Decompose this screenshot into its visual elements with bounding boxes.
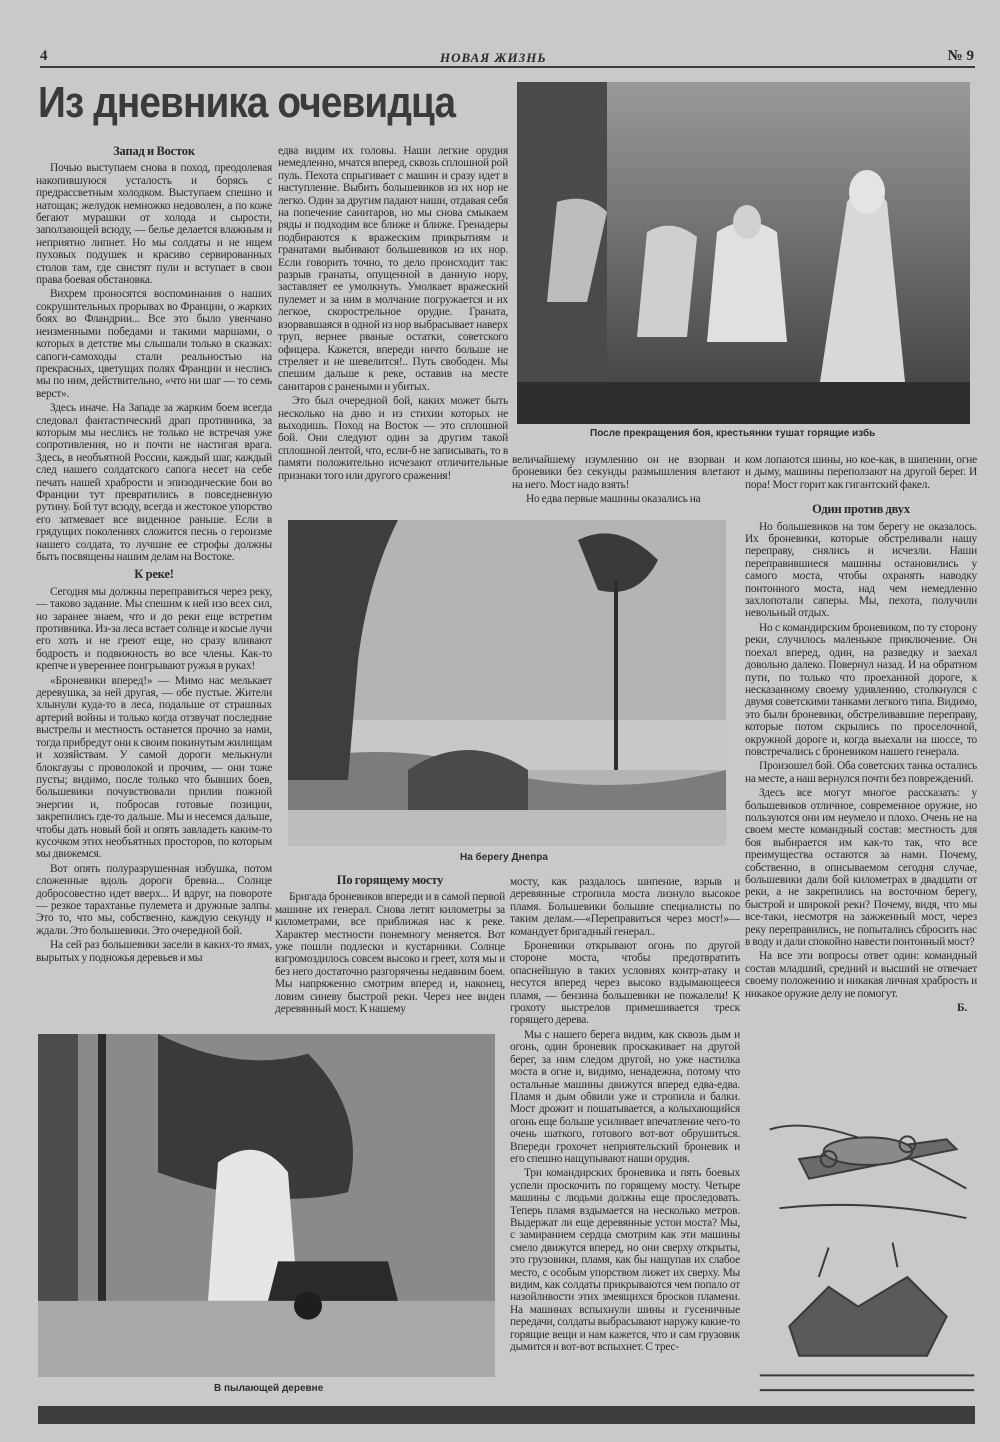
- photo-peasant-women: [517, 82, 970, 424]
- page-number: 4: [40, 48, 48, 64]
- column-3-top: [512, 454, 740, 508]
- issue-number: № 9: [947, 48, 974, 64]
- author-signature: Б.: [957, 1002, 967, 1015]
- header-rule: [40, 66, 975, 68]
- section-heading: К реке!: [134, 567, 174, 582]
- paragraph: ком лопаются шины, но кое-как, в шипении, огне и дыму, машины переползают на другой берег. И пора! Мост горит как гигантский факел.: [745, 454, 977, 491]
- paragraph: Броневики открывают огонь по другой стороне моста, чтобы предотвратить опаснейшую в таких условиях контр-атаку и несутся вперед через высоко вздымающееся пламя, — бензина большевики не пожалели! К грохоту выстрелов примешивается треск горящего дерева.: [510, 940, 740, 1027]
- section-heading: Один против двух: [812, 502, 910, 517]
- paragraph: Почью выступаем снова в поход, преодолевая накопившуюся усталость и борясь с предрассветным холодком. Выступаем спешно и натощак; желудок немножко недоволен, а по коже бегают мурашки от холода и сырости, заползающей всюду, — белье делается влажным и неприятно липнет. Но мы солдаты и не ищем пуховых подушек и красиво сервированных столов там, где свистят пули и вступает в свои права боевая обстановка.: [36, 162, 272, 287]
- photo-burning-village: [38, 1034, 495, 1377]
- paragraph: Бригада броневиков впереди и в самой первой машине их генерал. Снова летят километры за километрами, все приближая нас к реке. Характер местности понемногу меняется. Вот уже пошли подлески и кустарники. Солнце взгромоздилось совсем высоко и греет, хотя мы и без него достаточно разгорячены недавним боем. Мы напряженно смотрим вперед и, наконец, ловим синеву быстрой реки. Через нее виден деревянный мост. К нашему: [275, 891, 505, 1016]
- paragraph: Мы с нашего берега видим, как сквозь дым и огонь, один броневик проскакивает на другой берег, за ним следом другой, но уже настилка моста в огне и, видимо, ненадежна, потому что остальные машины движутся вперед едва-едва. Пламя и дым обвили уже и стропила и балки. Мост дрожит и пошатывается, а колыхающийся огонь еще больше усиливает впечатление чего-то очень шаткого, готового вот-вот обрушиться. Впереди грохочет неприятельский броневик и его спешно нащупывают наши орудия.: [510, 1028, 740, 1165]
- column-3: [510, 876, 740, 1355]
- photo-caption: В пылающей деревне: [214, 1383, 324, 1394]
- paragraph: На сей раз большевики засели в каких-то ямах, вырытых у подножья деревьев и мы: [36, 939, 272, 964]
- newspaper-name: НОВАЯ ЖИЗНЬ: [440, 50, 547, 65]
- illustration-airplane: [758, 1100, 976, 1400]
- column-4: [745, 454, 977, 1014]
- paragraph: Произошел бой. Оба советских танка остались на месте, а наш вернулся почти без повреждений.: [745, 760, 977, 785]
- photo-caption: На берегу Днепра: [460, 852, 548, 863]
- photo-caption: После прекращения боя, крестьянки тушат горящие избь: [590, 428, 876, 439]
- column-1: [36, 143, 272, 966]
- paragraph: Здесь иначе. На Западе за жарким боем всегда следовал фантастический драп противника, за которым мы неслись не только не встречая уже сопротивления, но и почти не настигая врага. Здесь, в необъятной России, каждый шаг, каждый след нашего солдатского сапога несет на себе печать нашей храбрости и эпизодические бои во Франции тут превратились в повседневную рутину. Бой тут всюду, всегда и жестокое упорство его затмевает все виденное раньше. Если в грядущих поколениях сложится песнь о героизме нашего солдата, то лучшие ее строфы должны быть посвящены нашим делам на Востоке.: [36, 402, 272, 563]
- section-heading: По горящему мосту: [336, 873, 444, 887]
- paragraph: Но едва первые машины оказались на: [526, 493, 701, 506]
- paragraph: «Броневики вперед!» — Мимо нас мелькает деревушка, за ней другая, — обе пустые. Жители хлынули куда-то в леса, подальше от страшных артерий войны и только когда отзвучат последние выстрелы и местность останется прочно за нами, тогда прибредут они к своим покинутым жилищам и хозяйствам. У самой дороги мелькнули блокгаузы с проволокой и прочим, — они тоже пусты; видимо, после только что бывших боев, большевики почувствовали прилив пожной энергии и, побросав готовые позиции, закрепились где-то дальше. Мы и несемся дальше, чтобы дать новый бой и опять завладеть каким-то кусочком этих необъятных просторов, по которым мы движемся.: [36, 674, 272, 861]
- paragraph: Вот опять полуразрушенная избушка, потом сложенные вдоль дороги бревна... Солнце добросовестно идет вверх... И вдруг, на повороте — резкое тарахтанье пулемета и дружные залпы. Это то, что мы, собственно, каждую секунду и ждали. Это большевики. Это очередной бой.: [36, 862, 272, 937]
- section-heading: Запад и Восток: [113, 144, 195, 158]
- paragraph: едва видим их головы. Наши легкие орудия немедленно, мчатся вперед, сквозь сплошной рой пуль. Пехота спрыгивает с машин и сразу идет в наступление. Выбить большевиков из их нор не легко. Один за другим падают наши, отдавая себя на попечение санитаров, но мы снова смыкаем ряды и подходим все ближе и ближе. Гренадеры подбираются к вражеским прикрытиям и гранатами выбивают большевиков из их нор. Если говорить точно, то дело происходит так: разрыв гранаты, опущенной в данную нору, заставляет ее умолкнуть. Умолкает вражеский пулемет и за ним в молчание погружается и их легкое, скорострельное орудие. Граната, взорвавшаяся в одной из нор выбрасывает наверх труп, вернее рваные остатки, советского офицера. Кажется, впереди ничто больше не стреляет и не шевелится!.. Путь свободен. Мы спешим дальше к реке, оставив на месте санитаров с ранеными и убитых.: [278, 145, 508, 393]
- paragraph: Вихрем проносятся воспоминания о наших сокрушительных прорывах во Франции, о жарких боях во Фландрии... Все это было увенчано неизменными победами и такими маршами, о которых в детстве мы слышали только в сказках: сапоги-самоходы стали реальностью на прекрасных, цветущих полях Франции и неслись мы по ним, действительно, «что ни шаг — то семь верст».: [36, 288, 272, 400]
- paragraph: мосту, как раздалось шипение, взрыв и деревянные стропила моста лизнуло высокое пламя. Большевики большие специалисты по таким делам.—«Переправиться через мост!»— командует бригадный генерал..: [510, 876, 740, 938]
- column-2-bottom: [275, 872, 505, 1017]
- paragraph: Но большевиков на том берегу не оказалось. Их броневики, которые обстреливали нашу переправу, снялись и исчезли. Наши переправившиеся машины остановились у самого моста, чтобы охранять наводку понтонного моста, над чем немедленно захлопотали саперы. Мы, пехота, получили невольный отдых.: [745, 520, 977, 620]
- paragraph: Сегодня мы должны переправиться через реку, — таково задание. Мы спешим к ней изо всех сил, но заранее знаем, что и до реки еще встретим противника. Из-за леса встает солнце и косые лучи его хоть и не греют еще, но сразу вливают бодрость и подвижность во все члены. Как-то крепче и увереннее поигрывают ружья в руках!: [36, 585, 272, 673]
- paragraph: величайшему изумлению он не взорван и броневики без секунды размышления влетают на него. Мост надо взять!: [512, 454, 740, 491]
- bottom-border: [38, 1406, 975, 1424]
- photo-dnieper-bank: [288, 520, 726, 846]
- paragraph: Но с командирским броневиком, по ту сторону реки, случилось маленькое приключение. Он поехал вперед, один, на разведку и заехал довольно далеко. Повернул назад. И на обратном пути, по только что проеханной дороге, к несказанному своему удивлению, столкнулся с двумя советскими танками легкого типа. Видимо, это были броневики, обстреливавшие переправу, которые потом скрылись по проселочной, окружной дороге и, когда выехали на шоссе, то повстречались с броневиком нашего генерала.: [745, 621, 977, 758]
- paragraph: Здесь все могут многое рассказать: у большевиков отличное, современное оружие, но пользуются они им неумело и плохо. Очень не на своем месте командный состав: местность для боя выбирается им как-то так, что все преимущества остаются за нами. Почему, собственно, в описываемом сегодня случае, большевики дали бой километрах в двадцати от реки, а не закрепились на восточном берегу, быстрой и широкой реки? Почему, видя, что мы все-таки, несмотря на зажженный мост, через реку переправились, не попытались сбросить нас в воду и дали спокойно навести понтонный мост?: [745, 787, 977, 949]
- paragraph: Три командирских броневика и пять боевых успели проскочить по горящему мосту. Четыре машины с людьми должны еще проследовать. Теперь пламя вздымается на несколько метров. Выдержат ли еще деревянные устои моста? Мы, с замиранием сердца смотрим как эти машины смело движутся вперед, но они сверху открыты, это грузовики, пламя, как бы нащупав их слабое место, с особым упорством лижет их сверху. Мы видим, как солдаты прикрываются чем попало от назойливости этих змеящихся бросков пламени. На машинах вспыхнули шины и гусеничные передачи, солдаты выбрасывают наружу какие-то горящие вещи и нам кажется, что и сам грузовик дымится и вот-вот вспыхнет. С трес-: [510, 1167, 740, 1354]
- paragraph: Это был очередной бой, каких может быть несколько на дню и из стихии которых не выходишь. Поход на Восток — это сплошной бой. Они следуют один за другим такой сплошной лентой, что, если-б не записывать, то в памяти положительно исчезают отличительные признаки того или другого сражения!: [278, 395, 508, 482]
- paragraph: На все эти вопросы ответ один: командный состав младший, средний и высший не отвечает своему положению и никакая личная храбрость и никакое оружие делу не помогут.: [745, 950, 977, 1000]
- article-title: Из дневника очевидца: [38, 78, 456, 127]
- column-2-top: [278, 145, 508, 484]
